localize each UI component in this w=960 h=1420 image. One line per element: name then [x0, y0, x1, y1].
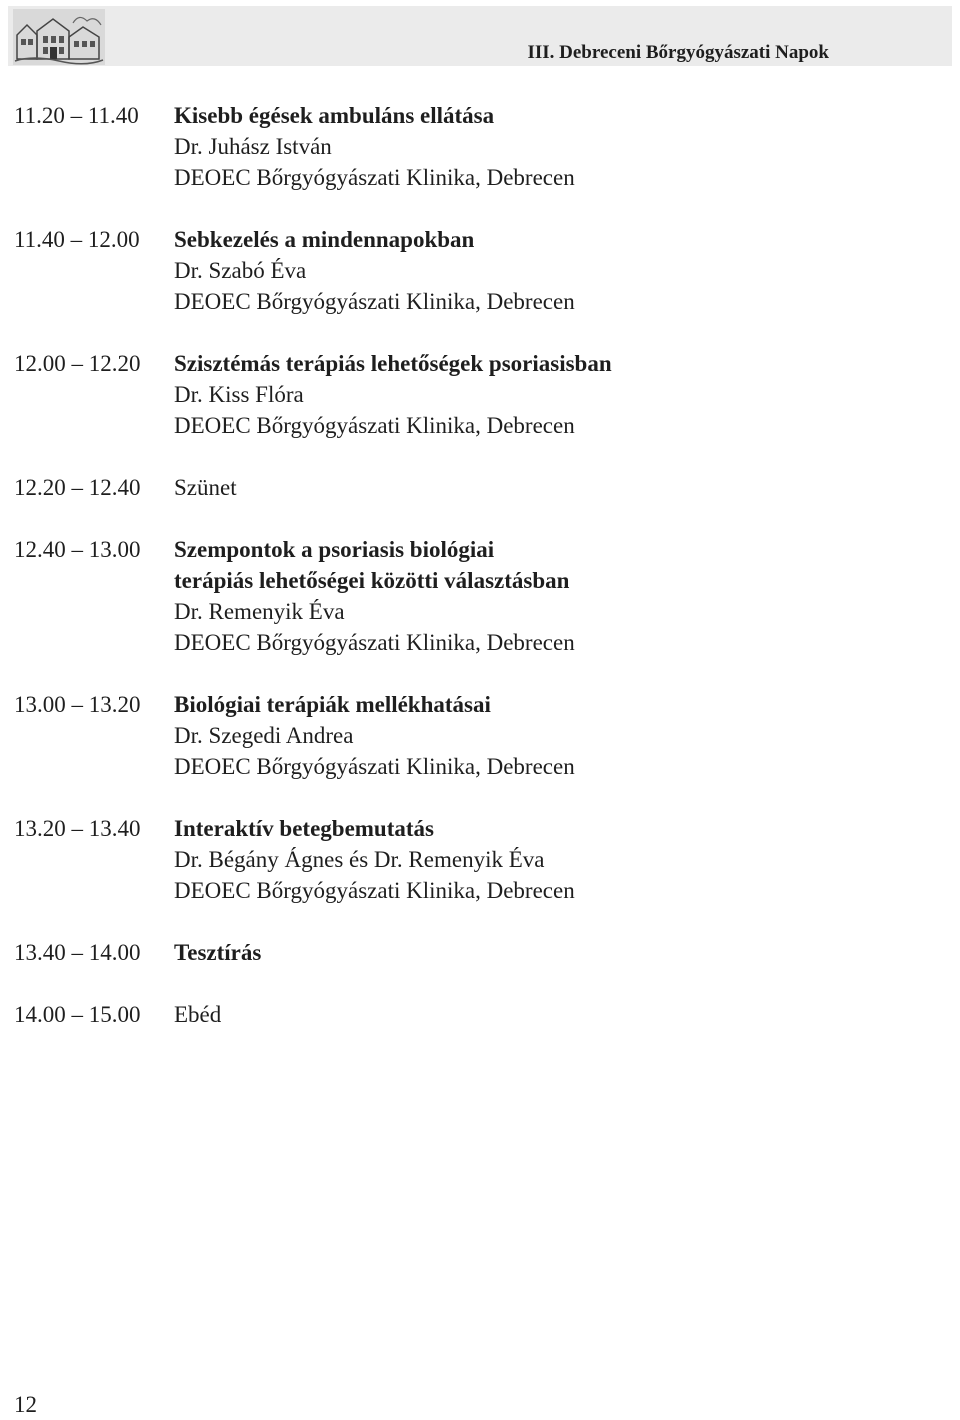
schedule-entry — [14, 937, 914, 968]
speaker: Dr. Bégány Ágnes és Dr. Remenyik Éva — [174, 847, 545, 872]
page-number: 12 — [14, 1392, 37, 1417]
time-slot: 11.40 – 12.00 — [14, 227, 140, 252]
entry-content — [174, 472, 914, 503]
speaker: Dr. Remenyik Éva — [174, 599, 345, 624]
speaker: Dr. Szegedi Andrea — [174, 723, 354, 748]
lunch-title: Ebéd — [174, 1002, 222, 1027]
schedule-entry — [14, 813, 914, 906]
talk-title: Tesztírás — [174, 940, 262, 965]
time-slot: 11.20 – 11.40 — [14, 103, 139, 128]
entry-content — [174, 937, 914, 968]
schedule-entry — [14, 348, 914, 441]
entry-content — [174, 813, 914, 906]
entry-content — [174, 534, 914, 658]
schedule-entry — [14, 472, 914, 503]
entry-content — [174, 100, 914, 193]
talk-title: Szempontok a psoriasis biológiai — [174, 537, 495, 562]
talk-title: Szisztémás terápiás lehetőségek psoriasisban — [174, 351, 612, 376]
entry-content — [174, 224, 914, 317]
speaker: Dr. Kiss Flóra — [174, 382, 304, 407]
building-logo-icon — [13, 9, 105, 65]
talk-title: Interaktív betegbemutatás — [174, 816, 434, 841]
affiliation: DEOEC Bőrgyógyászati Klinika, Debrecen — [174, 878, 575, 903]
affiliation: DEOEC Bőrgyógyászati Klinika, Debrecen — [174, 165, 575, 190]
break-title: Szünet — [174, 475, 237, 500]
schedule-entry — [14, 100, 914, 193]
speaker: Dr. Juhász István — [174, 134, 332, 159]
schedule-entry — [14, 689, 914, 782]
speaker: Dr. Szabó Éva — [174, 258, 307, 283]
entry-content — [174, 999, 914, 1030]
affiliation: DEOEC Bőrgyógyászati Klinika, Debrecen — [174, 754, 575, 779]
time-slot: 13.20 – 13.40 — [14, 816, 141, 841]
time-slot: 12.00 – 12.20 — [14, 351, 141, 376]
talk-title: Biológiai terápiák mellékhatásai — [174, 692, 491, 717]
time-slot: 13.00 – 13.20 — [14, 692, 141, 717]
time-slot: 13.40 – 14.00 — [14, 940, 141, 965]
schedule-entry — [14, 224, 914, 317]
time-slot: 12.20 – 12.40 — [14, 475, 141, 500]
entry-content — [174, 348, 914, 441]
time-slot: 14.00 – 15.00 — [14, 1002, 141, 1027]
schedule-entry — [14, 534, 914, 658]
talk-title: Kisebb égések ambuláns ellátása — [174, 103, 495, 128]
affiliation: DEOEC Bőrgyógyászati Klinika, Debrecen — [174, 630, 575, 655]
schedule-entry — [14, 999, 914, 1030]
affiliation: DEOEC Bőrgyógyászati Klinika, Debrecen — [174, 413, 575, 438]
entry-content — [174, 689, 914, 782]
talk-title-line2: terápiás lehetőségei közötti választásban — [174, 568, 570, 593]
talk-title: Sebkezelés a mindennapokban — [174, 227, 475, 252]
time-slot: 12.40 – 13.00 — [14, 537, 141, 562]
schedule — [14, 100, 914, 1061]
affiliation: DEOEC Bőrgyógyászati Klinika, Debrecen — [174, 289, 575, 314]
conference-title: III. Debreceni Bőrgyógyászati Napok — [527, 42, 829, 63]
